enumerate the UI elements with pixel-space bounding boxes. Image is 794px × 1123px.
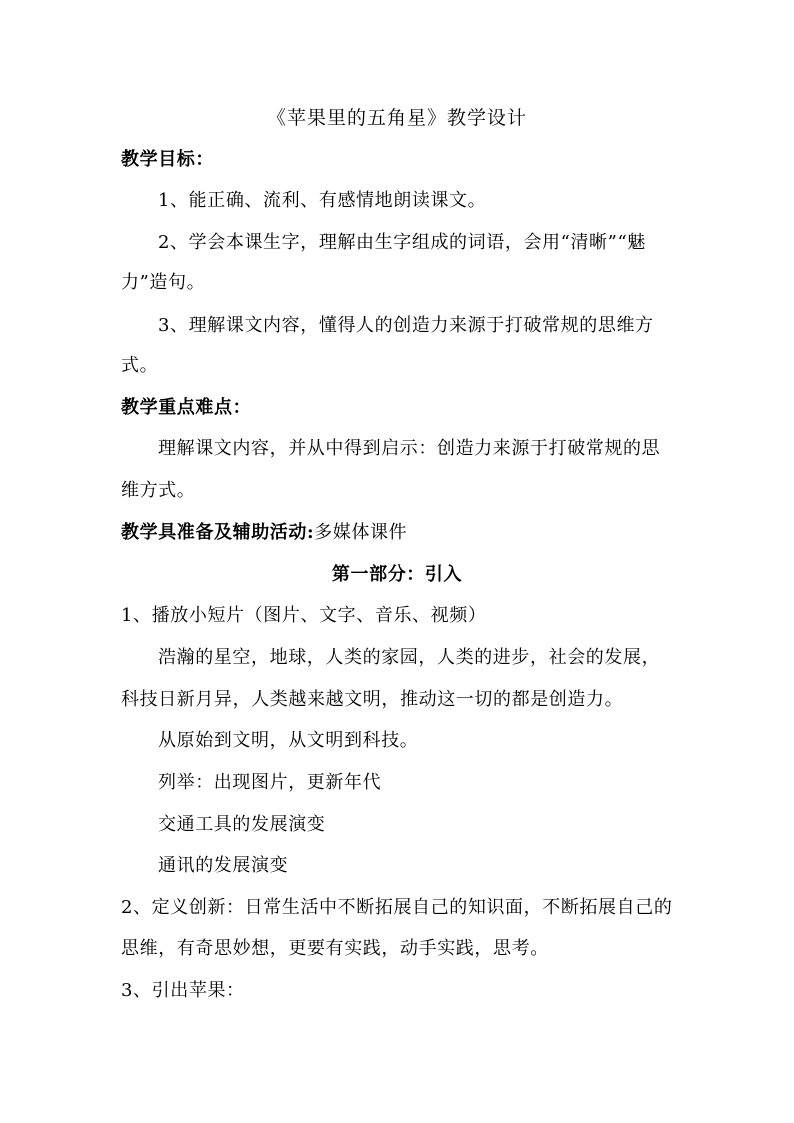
objective-item-2-continued: 力”造句。 [121,272,206,293]
part-one-item-1: 1、播放小短片（图片、文字、音乐、视频） [121,605,487,626]
item-1-line-2: 科技日新月异，人类越来越文明，推动这一切的都是创造力。 [121,689,624,710]
item-1-line-6: 通讯的发展演变 [158,855,289,876]
objective-item-1: 1、能正确、流利、有感情地朗读课文。 [158,190,487,211]
part-one-item-2: 2、定义创新：日常生活中不断拓展自己的知识面，不断拓展自己的 [121,897,673,918]
item-1-line-1: 浩瀚的星空，地球，人类的家园，人类的进步，社会的发展， [158,647,661,668]
objective-item-3-continued: 式。 [121,355,159,376]
key-points-heading: 教学重点难点： [121,397,252,418]
part-one-heading: 第一部分：引入 [331,564,463,585]
objectives-heading: 教学目标： [121,149,214,170]
part-one-item-2-continued: 思维，有奇思妙想，更要有实践，动手实践，思考。 [121,938,549,959]
objective-item-2: 2、学会本课生字，理解由生字组成的词语，会用“清晰”“魅 [158,232,646,253]
key-points-line-1: 理解课文内容，并从中得到启示：创造力来源于打破常规的思 [158,438,661,459]
preparation-value: 多媒体课件 [314,522,408,543]
key-points-line-2: 维方式。 [121,480,196,501]
document-title: 《苹果里的五角星》教学设计 [266,107,527,129]
preparation-line [121,521,407,545]
part-one-item-3: 3、引出苹果： [121,980,245,1001]
objective-item-3: 3、理解课文内容，懂得人的创造力来源于打破常规的思维方 [158,315,654,336]
item-1-line-4: 列举：出现图片，更新年代 [158,772,382,793]
item-1-line-3: 从原始到文明，从文明到科技。 [158,730,419,751]
preparation-label: 教学具准备及辅助活动: [121,522,315,543]
item-1-line-5: 交通工具的发展演变 [158,814,326,835]
